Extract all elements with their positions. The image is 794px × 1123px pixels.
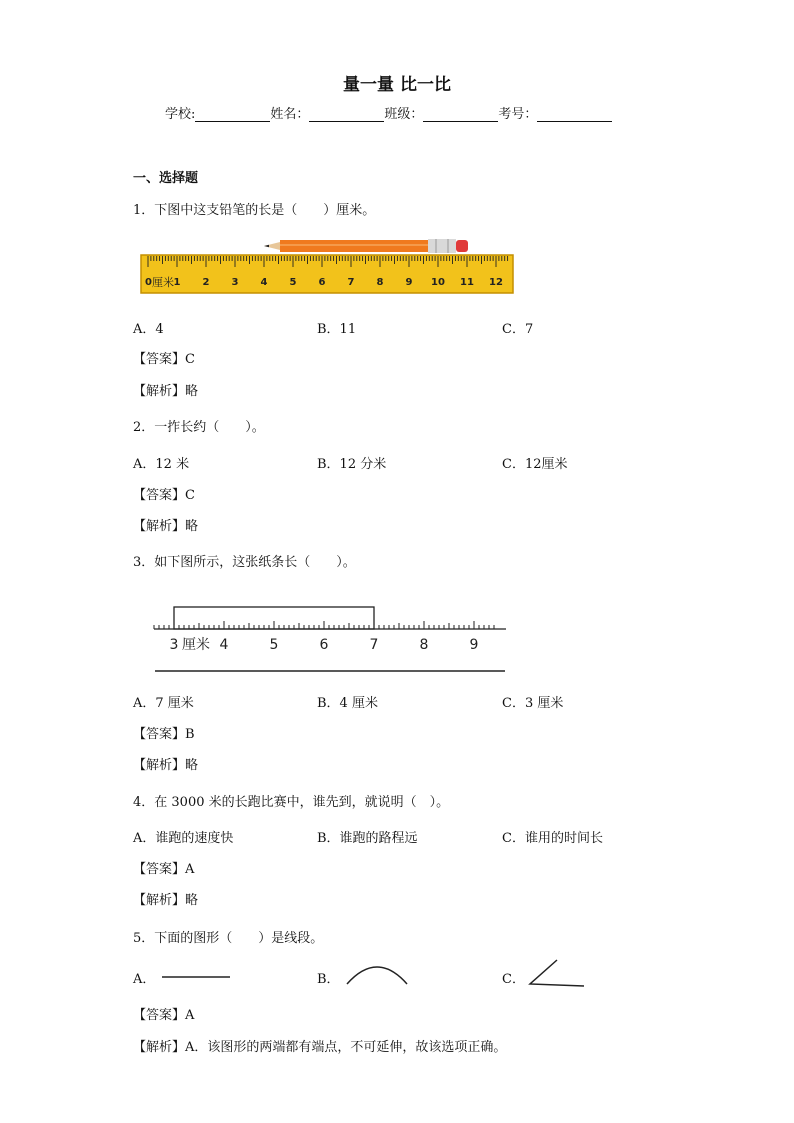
ruler-label: 6: [318, 277, 326, 288]
ruler-labels: [170, 637, 479, 653]
ruler-label: 5: [289, 277, 297, 288]
school-blank[interactable]: [195, 108, 270, 122]
ruler-label: 12: [489, 277, 503, 288]
ruler-label: 8: [419, 637, 429, 653]
ruler-unit-label: 厘米: [182, 637, 210, 653]
q4-analysis: 【解析】略: [133, 893, 199, 908]
q5-option-a[interactable]: A．: [133, 972, 156, 987]
ruler-label: 4: [260, 277, 268, 288]
class-label: 班级：: [384, 107, 424, 122]
ruler-label: 9: [469, 637, 479, 653]
line-segment-shape: [158, 966, 234, 986]
ruler-label: 1: [173, 277, 181, 288]
ruler-label: 11: [460, 277, 474, 288]
q1-answer: 【答案】C: [133, 352, 195, 367]
question-3-stem: 3．如下图所示，这张纸条长（ ）。: [133, 555, 356, 570]
ruler-label: 3: [231, 277, 239, 288]
ruler-label: 3: [169, 637, 179, 653]
curve-shape: [343, 958, 411, 988]
ruler-label: 10: [431, 277, 445, 288]
q2-analysis: 【解析】略: [133, 519, 199, 534]
q3-analysis: 【解析】略: [133, 758, 199, 773]
pencil-image: [264, 239, 468, 253]
question-1-stem: 1．下图中这支铅笔的长是（ ）厘米。: [133, 203, 376, 218]
q1-option-b[interactable]: B．11: [317, 322, 357, 337]
q1-option-c[interactable]: C．7: [502, 322, 534, 337]
pencil-eraser: [456, 240, 468, 252]
ruler-label: 6: [319, 637, 329, 653]
question-2-stem: 2．一拃长约（ ）。: [133, 420, 265, 435]
q4-option-a[interactable]: A．谁跑的速度快: [133, 831, 234, 846]
page-title: 量一量 比一比: [343, 75, 451, 95]
class-blank[interactable]: [423, 108, 498, 122]
pencil-ruler-figure: [140, 232, 515, 296]
q2-answer: 【答案】C: [133, 488, 195, 503]
q5-answer: 【答案】A: [133, 1008, 195, 1023]
number-label: 考号：: [498, 107, 538, 122]
school-label: 学校:: [165, 107, 196, 122]
paper-strip-figure: [150, 600, 510, 676]
ruler-label: 7: [369, 637, 379, 653]
q4-option-b[interactable]: B．谁跑的路程远: [317, 831, 418, 846]
q5-analysis: 【解析】A．该图形的两端都有端点，不可延伸，故该选项正确。: [133, 1040, 507, 1055]
q3-option-c[interactable]: C．3 厘米: [502, 696, 564, 711]
ruler-label: 2: [202, 277, 210, 288]
q3-option-a[interactable]: A．7 厘米: [133, 696, 194, 711]
ruler-label: 8: [376, 277, 384, 288]
ruler-body: [141, 255, 513, 293]
ruler-ticks: [154, 621, 494, 629]
q4-option-c[interactable]: C．谁用的时间长: [502, 831, 603, 846]
q2-option-a[interactable]: A．12 米: [133, 457, 190, 472]
ruler-label: 7: [347, 277, 355, 288]
question-4-stem: 4．在 3000 米的长跑比赛中，谁先到，就说明（ ）。: [133, 795, 450, 810]
student-info-line: [165, 103, 612, 122]
q1-analysis: 【解析】略: [133, 384, 199, 399]
name-blank[interactable]: [309, 108, 384, 122]
q5-option-c[interactable]: C．: [502, 972, 525, 987]
ruler-label: 9: [405, 277, 413, 288]
ruler-label: 5: [269, 637, 279, 653]
q5-option-b[interactable]: B．: [317, 972, 340, 987]
q4-answer: 【答案】A: [133, 862, 195, 877]
number-blank[interactable]: [537, 108, 612, 122]
q1-option-a[interactable]: A．4: [133, 322, 164, 337]
q3-answer: 【答案】B: [133, 727, 195, 742]
ruler-unit-label: 厘米: [152, 276, 174, 289]
q3-option-b[interactable]: B．4 厘米: [317, 696, 378, 711]
name-label: 姓名：: [270, 107, 310, 122]
q2-option-c[interactable]: C．12厘米: [502, 457, 568, 472]
section-heading: 一、选择题: [133, 171, 199, 186]
ruler-label: 0: [145, 277, 152, 288]
ruler-label: 4: [219, 637, 229, 653]
pencil-ferrule: [428, 239, 456, 253]
q2-option-b[interactable]: B．12 分米: [317, 457, 387, 472]
question-5-stem: 5．下面的图形（ ）是线段。: [133, 931, 324, 946]
angle-shape: [527, 956, 589, 990]
